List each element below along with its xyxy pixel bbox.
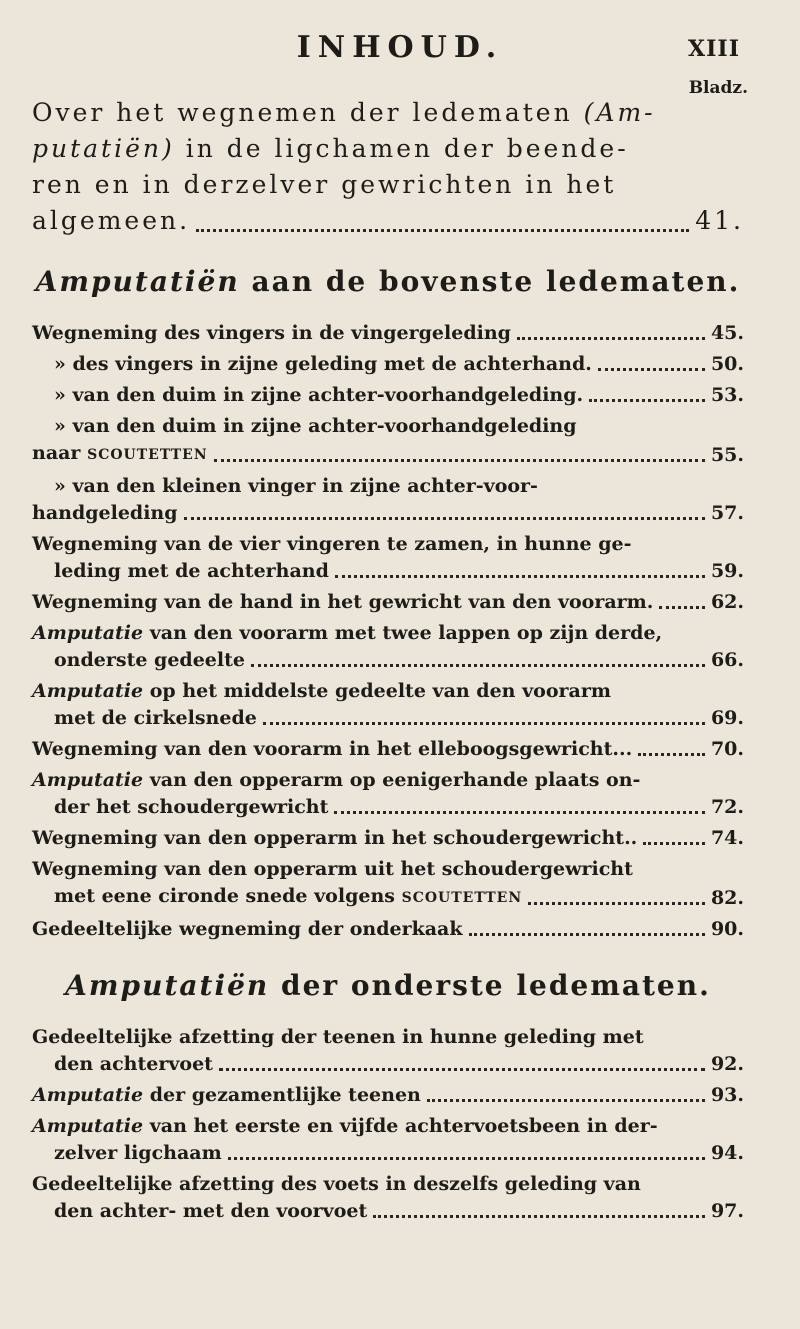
toc-entry: Wegneming van de vier vingeren te zamen, in hunne ge- leding met de achterhand 59. (32, 533, 744, 582)
table-of-contents (32, 95, 744, 1225)
toc-entry: Gedeeltelijke wegneming der onderkaak 90. (32, 918, 744, 940)
intro-page: 41. (695, 206, 744, 235)
toc-entry: Wegneming van den voorarm in het elleboogsgewricht... 70. (32, 738, 744, 760)
intro-line4: algemeen. (32, 206, 191, 235)
page-number: XIII (688, 36, 740, 62)
toc-entry: Amputatie van den voorarm met twee lappen op zijn derde, onderste gedeelte 66. (32, 622, 744, 671)
toc-entry: » van den duim in zijne achter-voorhandgeleding. 53. (54, 384, 744, 406)
running-head-title: INHOUD. (296, 30, 504, 65)
intro-line3: ren en in derzelver gewrichten in het (32, 170, 617, 199)
section-heading-lower-limbs: Amputatiën der onderste ledematen. (65, 969, 711, 1002)
toc-entry: » van den kleinen vinger in zijne achter-voor- handgeleding 57. (32, 475, 744, 524)
toc-entry: Amputatie der gezamentlijke teenen 93. (32, 1084, 744, 1106)
toc-entry: Amputatie van den opperarm op eenigerhande plaats on- der het schoudergewricht 72. (32, 769, 744, 818)
toc-entry-intro (32, 95, 744, 239)
toc-entry: Wegneming van de hand in het gewricht van den voorarm. 62. (32, 591, 744, 613)
intro-line1-italic: (Am- (583, 98, 656, 127)
intro-line1: Over het wegnemen der ledematen (32, 98, 573, 127)
toc-entry: » des vingers in zijne geleding met de achterhand. 50. (54, 353, 744, 375)
toc-entry: Amputatie op het middelste gedeelte van den voorarm met de cirkelsnede 69. (32, 680, 744, 729)
section-heading-upper-limbs: Amputatiën aan de bovenste ledematen. (35, 265, 741, 298)
toc-entry: » van den duim in zijne achter-voorhandgeleding naar SCOUTETTEN 55. (32, 415, 744, 466)
toc-entry: Wegneming van den opperarm uit het schoudergewricht met eene cironde snede volgens SCOUTETTEN 82. (32, 858, 744, 909)
toc-entry: Amputatie van het eerste en vijfde achtervoetsbeen in der- zelver ligchaam 94. (32, 1115, 744, 1164)
intro-line2-italic: putatiën) (32, 134, 175, 163)
toc-entry: Wegneming des vingers in de vingergeleding 45. (32, 322, 744, 344)
toc-entry: Gedeeltelijke afzetting der teenen in hunne geleding met den achtervoet 92. (32, 1026, 744, 1075)
toc-entry: Gedeeltelijke afzetting des voets in deszelfs geleding van den achter- met den voorvoet 97. (32, 1173, 744, 1222)
toc-entry: Wegneming van den opperarm in het schoudergewricht.. 74. (32, 827, 744, 849)
intro-line2: in de ligchamen der beende- (185, 134, 629, 163)
dot-leader (196, 229, 689, 232)
page-column-label: Bladz. (688, 78, 748, 98)
